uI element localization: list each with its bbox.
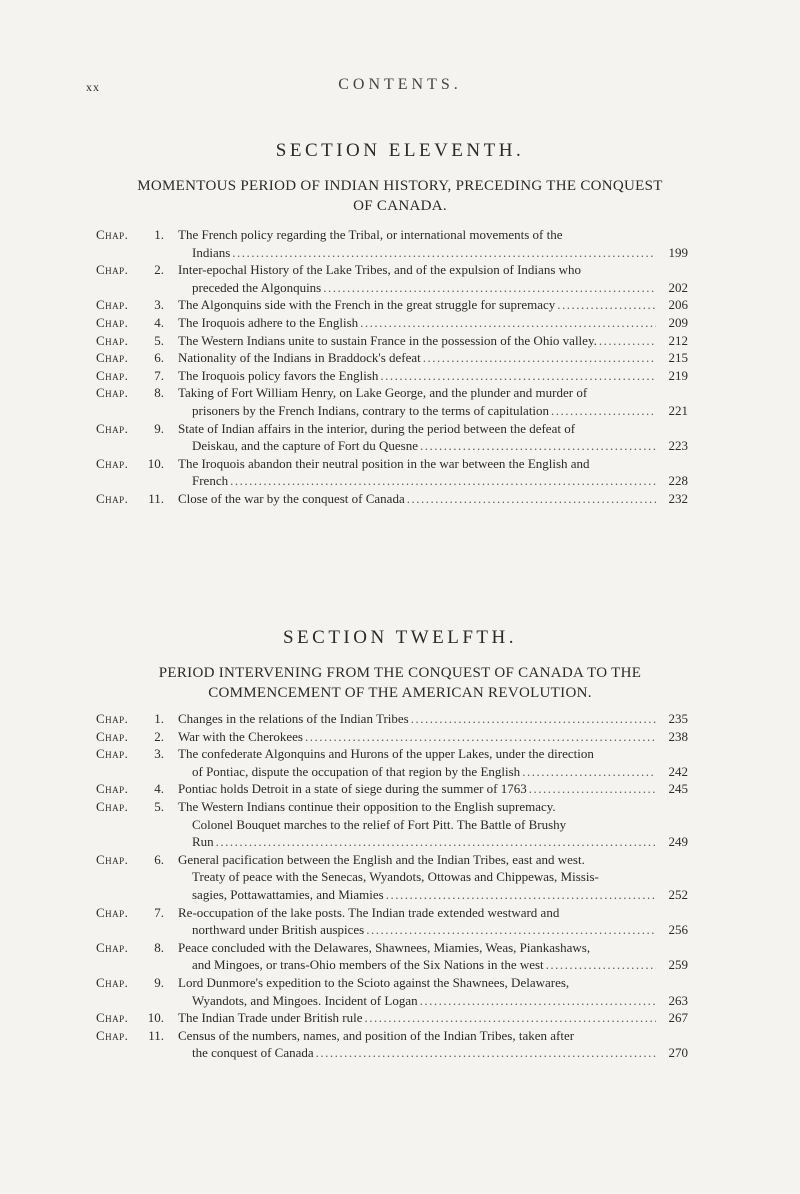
entry-line: Close of the war by the conquest of Canada [178,490,405,506]
chapter-word: Chap. [96,798,129,814]
page-ref: 245 [668,781,688,797]
page-number: xx [86,80,100,94]
section-subtitle [96,176,704,216]
dot-leader [411,710,656,728]
entry-line: State of Indian affairs in the interior, during the period between the defeat of [178,420,576,436]
chapter-word: Chap. [96,314,129,330]
chapter-label [96,384,178,402]
dot-leader [529,780,656,798]
toc-entry [96,798,688,851]
toc-entry [96,780,688,798]
entry-line: preceded the Algonquins [192,279,322,295]
page-ref: 209 [668,314,688,330]
chapter-label [96,974,178,992]
chapter-word: Chap. [96,490,129,506]
chapter-number: 8. [154,939,164,955]
chapter-number: 3. [154,297,164,313]
entry-line: northward under British auspices [192,922,365,938]
chapter-number: 6. [154,350,164,366]
entry-line: General pacification between the English and the Indian Tribes, east and west. [178,851,585,867]
table-of-contents [96,710,688,1062]
page-ref: 215 [668,350,688,366]
chapter-label [96,261,178,279]
chapter-word: Chap. [96,262,129,278]
dot-leader [380,367,656,385]
entry-line: The Western Indians unite to sustain France in the possession of the Ohio valley. [178,332,597,348]
toc-entry [96,349,688,367]
chapter-number: 1. [154,711,164,726]
page-ref: 249 [668,834,688,850]
entry-line: Changes in the relations of the Indian Tribes [178,711,409,726]
page-ref: 228 [668,473,688,489]
chapter-number: 6. [154,851,164,867]
chapter-number: 5. [154,332,164,348]
dot-leader [360,314,656,332]
entry-line: The Western Indians continue their opposition to the English supremacy. [178,798,556,814]
chapter-label [96,367,178,385]
entry-line: Census of the numbers, names, and position of the Indian Tribes, taken after [178,1027,575,1043]
dot-leader [551,402,656,420]
entry-line: prisoners by the French Indians, contrary to the terms of capitulation [192,402,550,418]
table-of-contents [96,226,688,508]
toc-entry [96,384,688,419]
chapter-label [96,710,178,728]
chapter-word: Chap. [96,297,129,313]
page-ref: 232 [668,490,688,506]
chapter-number: 9. [154,420,164,436]
dot-leader [316,1044,656,1062]
page-ref: 270 [668,1045,688,1061]
chapter-label [96,349,178,367]
toc-entry [96,1009,688,1027]
chapter-label [96,939,178,957]
chapter-number: 4. [154,781,164,797]
dot-leader [366,921,656,939]
entry-line: the conquest of Canada [192,1045,314,1061]
chapter-label [96,904,178,922]
page-ref: 202 [668,279,688,295]
chapter-word: Chap. [96,332,129,348]
chapter-label [96,1027,178,1045]
dot-leader [386,886,656,904]
entry-line: Re-occupation of the lake posts. The Indian trade extended westward and [178,904,560,920]
chapter-word: Chap. [96,851,129,867]
dot-leader [407,490,656,508]
dot-leader [546,956,656,974]
section-subtitle [96,663,704,703]
entry-line: Peace concluded with the Delawares, Shawnees, Miamies, Weas, Piankashaws, [178,939,591,955]
toc-entry [96,332,688,350]
chapter-number: 11. [148,1027,164,1043]
entry-line: The French policy regarding the Tribal, or international movements of the [178,227,563,242]
running-title: CONTENTS. [338,76,462,93]
chapter-label [96,851,178,869]
dot-leader [230,472,656,490]
chapter-number: 1. [154,227,164,242]
entry-line: Inter-epochal History of the Lake Tribes, and of the expulsion of Indians who [178,262,582,278]
section-heading: SECTION ELEVENTH. [275,140,525,161]
page-ref: 242 [668,763,688,779]
page-ref: 219 [668,367,688,383]
subtitle-line: OF CANADA. [353,198,447,214]
chapter-label [96,296,178,314]
chapter-word: Chap. [96,904,129,920]
chapter-label [96,455,178,473]
entry-line: Pontiac holds Detroit in a state of siege during the summer of 1763 [178,781,527,797]
chapter-number: 7. [154,367,164,383]
page-ref: 221 [668,402,688,418]
chapter-label [96,332,178,350]
page-ref: 235 [668,711,688,726]
page-ref: 259 [668,957,688,973]
chapter-word: Chap. [96,1010,129,1026]
toc-entry [96,261,688,296]
page-header [0,76,800,100]
toc-entry [96,710,688,728]
chapter-word: Chap. [96,227,129,242]
dot-leader [365,1009,657,1027]
entry-line: Taking of Fort William Henry, on Lake George, and the plunder and murder of [178,385,588,401]
toc-entry [96,851,688,904]
entry-line: French [192,473,229,489]
entry-line: The Iroquois abandon their neutral position in the war between the English and [178,455,590,471]
chapter-word: Chap. [96,350,129,366]
entry-line: Nationality of the Indians in Braddock's defeat [178,350,421,366]
subtitle-line: PERIOD INTERVENING FROM THE CONQUEST OF CANADA TO THE [158,665,642,681]
toc-entry [96,728,688,746]
chapter-word: Chap. [96,974,129,990]
chapter-label [96,728,178,746]
chapter-label [96,1009,178,1027]
entry-line: Deiskau, and the capture of Fort du Quesne [192,438,418,454]
chapter-number: 3. [154,746,164,762]
toc-entry [96,904,688,939]
chapter-word: Chap. [96,420,129,436]
subtitle-line: MOMENTOUS PERIOD OF INDIAN HISTORY, PRECEDING THE CONQUEST [137,178,663,194]
chapter-word: Chap. [96,385,129,401]
toc-entry [96,314,688,332]
entry-line: The Algonquins side with the French in the great struggle for supremacy [178,297,556,313]
chapter-word: Chap. [96,367,129,383]
entry-line: Treaty of peace with the Senecas, Wyandots, Ottowas and Chippewas, Missis- [192,869,599,885]
chapter-label [96,490,178,508]
entry-line: Colonel Bouquet marches to the relief of Fort Pitt. The Battle of Brushy [192,816,567,832]
dot-leader [420,437,656,455]
entry-line: sagies, Pottawattamies, and Miamies [192,886,384,902]
entry-line: War with the Cherokees [178,728,303,744]
entry-line: The Iroquois adhere to the English [178,314,359,330]
chapter-number: 4. [154,314,164,330]
entry-line: Wyandots, and Mingoes. Incident of Logan [192,992,418,1008]
dot-leader [323,279,656,297]
entry-line: of Pontiac, dispute the occupation of that region by the English [192,763,521,779]
toc-entry [96,745,688,780]
page-ref: 206 [668,297,688,313]
entry-line: Indians [192,244,231,260]
chapter-word: Chap. [96,939,129,955]
chapter-label [96,420,178,438]
page-ref: 212 [668,332,688,348]
section-heading: SECTION TWELFTH. [282,627,518,648]
chapter-word: Chap. [96,1027,129,1043]
dot-leader [216,833,656,851]
chapter-number: 10. [147,455,164,471]
dot-leader [305,728,656,746]
toc-entry [96,490,688,508]
page-ref: 263 [668,992,688,1008]
page-ref: 256 [668,922,688,938]
dot-leader [232,244,656,262]
page-ref: 267 [668,1010,688,1026]
chapter-label [96,780,178,798]
chapter-number: 2. [154,262,164,278]
toc-entry [96,1027,688,1062]
chapter-label [96,798,178,816]
toc-entry [96,420,688,455]
dot-leader [420,992,656,1010]
chapter-word: Chap. [96,781,129,797]
chapter-word: Chap. [96,711,129,726]
chapter-word: Chap. [96,746,129,762]
entry-line: The confederate Algonquins and Hurons of the upper Lakes, under the direction [178,746,594,762]
toc-entry [96,939,688,974]
entry-line: and Mingoes, or trans-Ohio members of the Six Nations in the west [192,957,544,973]
page-ref: 199 [668,244,688,260]
toc-entry [96,367,688,385]
chapter-number: 10. [147,1010,164,1026]
dot-leader [423,349,656,367]
chapter-number: 7. [154,904,164,920]
entry-line: The Iroquois policy favors the English [178,367,379,383]
chapter-label [96,226,178,244]
chapter-number: 2. [154,728,164,744]
subtitle-line: COMMENCEMENT OF THE AMERICAN REVOLUTION. [208,685,592,701]
chapter-number: 5. [154,798,164,814]
page-ref: 223 [668,438,688,454]
dot-leader [522,763,656,781]
chapter-number: 9. [154,974,164,990]
toc-entry [96,455,688,490]
chapter-number: 11. [148,490,164,506]
chapter-word: Chap. [96,728,129,744]
page-ref: 238 [668,728,688,744]
entry-line: Run [192,834,214,850]
toc-entry [96,974,688,1009]
chapter-label [96,745,178,763]
chapter-word: Chap. [96,455,129,471]
entry-line: Lord Dunmore's expedition to the Scioto against the Shawnees, Delawares, [178,974,570,990]
toc-entry [96,296,688,314]
page-ref: 252 [668,886,688,902]
chapter-label [96,314,178,332]
dot-leader [599,332,656,350]
dot-leader [557,296,656,314]
toc-entry [96,226,688,261]
chapter-number: 8. [154,385,164,401]
entry-line: The Indian Trade under British rule [178,1010,363,1026]
